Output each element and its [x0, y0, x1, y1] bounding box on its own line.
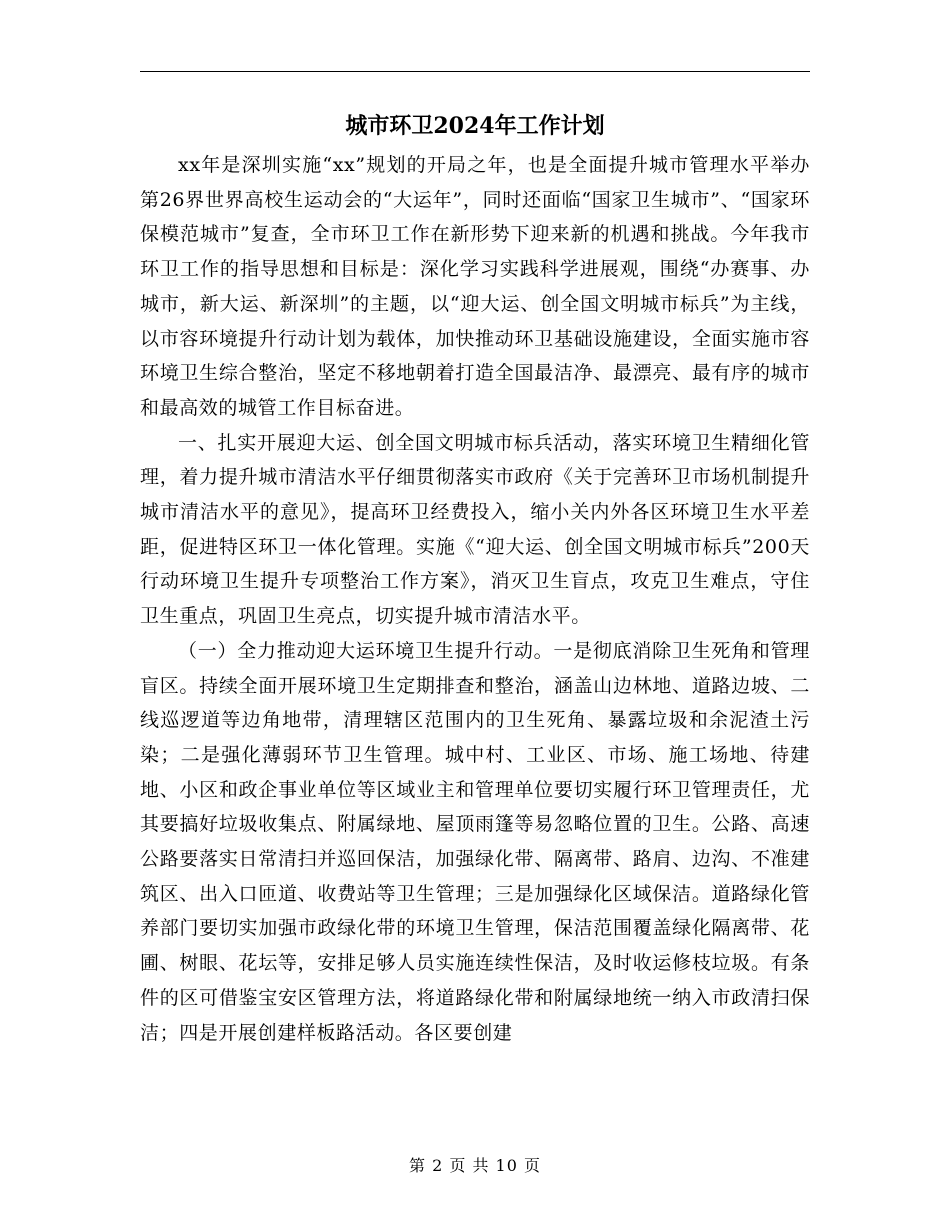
paragraph-subsection-1: （一）全力推动迎大运环境卫生提升行动。一是彻底消除卫生死角和管理盲区。持续全面开展环境卫生定期排查和整治，涵盖山边林地、道路边坡、二线巡逻道等边角地带，清理辖区范围内的卫生死角、暴露垃圾和余泥渣土污染；二是强化薄弱环节卫生管理。城中村、工业区、市场、施工场地、待建地、小区和政企事业单位等区域业主和管理单位要切实履行环卫管理责任，尤其要搞好垃圾收集点、附属绿地、屋顶雨篷等易忽略位置的卫生。公路、高速公路要落实日常清扫并巡回保洁，加强绿化带、隔离带、路肩、边沟、不准建筑区、出入口匝道、收费站等卫生管理；三是加强绿化区域保洁。道路绿化管养部门要切实加强市政绿化带的环境卫生管理，保洁范围覆盖绿化隔离带、花圃、树眼、花坛等，安排足够人员实施连续性保洁，及时收运修枝垃圾。有条件的区可借鉴宝安区管理方法，将道路绿化带和附属绿地统一纳入市政清扫保洁；四是开展创建样板路活动。各区要创建	[140, 639, 810, 1044]
header-rule	[140, 71, 810, 72]
page-number-footer: 第 2 页 共 10 页	[409, 1156, 541, 1175]
paragraph-intro: xx年是深圳实施“xx”规划的开局之年，也是全面提升城市管理水平举办第26界世界高校生运动会的“大运年”，同时还面临“国家卫生城市”、“国家环保模范城市”复查，全市环卫工作在新形势下迎来新的机遇和挑战。今年我市环卫工作的指导思想和目标是：深化学习实践科学进展观，围绕“办赛事、办城市，新大运、新深圳”的主题，以“迎大运、创全国文明城市标兵”为主线，以市容环境提升行动计划为载体，加快推动环卫基础设施建设，全面实施市容环境卫生综合整治，坚定不移地朝着打造全国最洁净、最漂亮、最有序的城市和最高效的城管工作目标奋进。	[140, 154, 810, 419]
paragraph-section-1: 一、扎实开展迎大运、创全国文明城市标兵活动，落实环境卫生精细化管理，着力提升城市清洁水平仔细贯彻落实市政府《关于完善环卫市场机制提升城市清洁水平的意见》，提高环卫经费投入，缩小关内外各区环境卫生水平差距，促进特区环卫一体化管理。实施《“迎大运、创全国文明城市标兵”200天行动环境卫生提升专项整治工作方案》，消灭卫生盲点，攻克卫生难点，守住卫生重点，巩固卫生亮点，切实提升城市清洁水平。	[140, 431, 810, 628]
document-title: 城市环卫2024年工作计划	[345, 113, 605, 139]
document-body	[140, 148, 810, 1050]
